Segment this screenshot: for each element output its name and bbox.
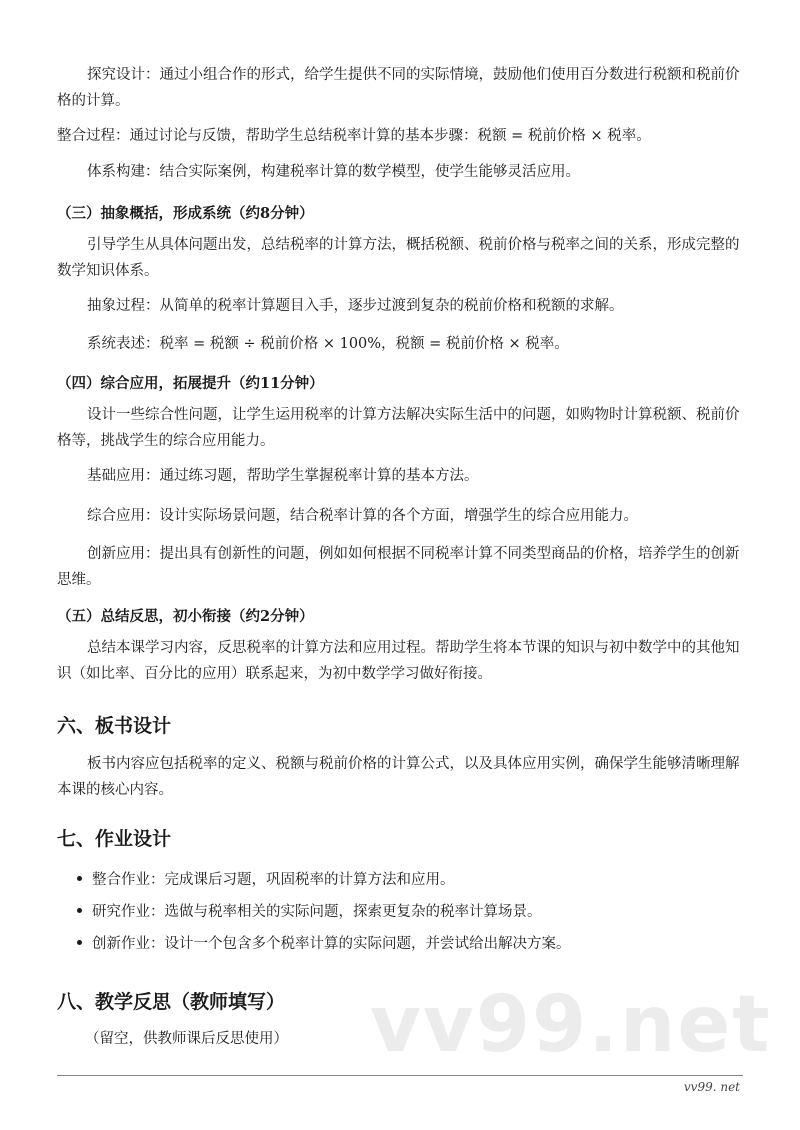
section-title-8: 八、教学反思（教师填写） <box>57 991 286 1013</box>
subsection-title-4: （四）综合应用，拓展提升（约11分钟） <box>57 375 324 392</box>
paragraph-abstract-process: 抽象过程：从简单的税率计算题目入手，逐步过渡到复杂的税前价格和税额的求解。 <box>87 298 624 314</box>
bullet-icon <box>77 908 82 913</box>
list-item <box>77 869 455 891</box>
section-title-6: 六、板书设计 <box>57 715 172 737</box>
bullet-icon <box>77 940 82 945</box>
paragraph-system-formula: 系统表述：税率 = 税额 ÷ 税前价格 × 100%，税额 = 税前价格 × 税率。 <box>87 336 569 352</box>
list-item <box>77 901 542 923</box>
list-item <box>77 933 571 955</box>
reflection-note: （留空，供教师课后反思使用） <box>85 1031 288 1047</box>
watermark-text: vv99.net <box>370 980 772 1070</box>
paragraph-comprehensive-intro: 设计一些综合性问题，让学生运用税率的计算方法解决实际生活中的问题，如购物时计算税额、税前价格等，挑战学生的综合应用能力。 <box>57 407 740 449</box>
section-title-7: 七、作业设计 <box>57 828 172 850</box>
homework-item-text: 整合作业：完成课后习题，巩固税率的计算方法和应用。 <box>92 872 455 888</box>
bullet-icon <box>77 876 82 881</box>
paragraph-system-build: 体系构建：结合实际案例，构建税率计算的数学模型，使学生能够灵活应用。 <box>87 164 580 180</box>
paragraph-basic-application: 基础应用：通过练习题，帮助学生掌握税率计算的基本方法。 <box>87 468 479 484</box>
paragraph-board-design: 板书内容应包括税率的定义、税额与税前价格的计算公式，以及具体应用实例，确保学生能够清晰理解本课的核心内容。 <box>57 756 740 798</box>
paragraph-summary: 总结本课学习内容，反思税率的计算方法和应用过程。帮助学生将本节课的知识与初中数学中的其他知识（如比率、百分比的应用）联系起来，为初中数学学习做好衔接。 <box>57 640 740 682</box>
subsection-title-3: （三）抽象概括，形成系统（约8分钟） <box>57 205 314 222</box>
footer-divider <box>57 1075 743 1076</box>
paragraph-integrate-process: 整合过程：通过讨论与反馈，帮助学生总结税率计算的基本步骤：税额 = 税前价格 × 税率。 <box>57 128 651 144</box>
paragraph-explore-design: 探究设计：通过小组合作的形式，给学生提供不同的实际情境，鼓励他们使用百分数进行税额和税前价格的计算。 <box>57 67 740 109</box>
homework-item-text: 创新作业：设计一个包含多个税率计算的实际问题，并尝试给出解决方案。 <box>92 936 571 952</box>
paragraph-innovative-application: 创新应用：提出具有创新性的问题，例如如何根据不同税率计算不同类型商品的价格，培养学生的创新思维。 <box>57 546 740 588</box>
subsection-title-5: （五）总结反思，初小衔接（约2分钟） <box>57 608 314 625</box>
paragraph-comprehensive-application: 综合应用：设计实际场景问题，结合税率计算的各个方面，增强学生的综合应用能力。 <box>87 508 638 524</box>
homework-item-text: 研究作业：选做与税率相关的实际问题，探索更复杂的税率计算场景。 <box>92 904 542 920</box>
footer-site-label: vv99. net <box>683 1080 740 1094</box>
paragraph-abstract-intro: 引导学生从具体问题出发，总结税率的计算方法，概括税额、税前价格与税率之间的关系，形成完整的数学知识体系。 <box>57 237 740 279</box>
